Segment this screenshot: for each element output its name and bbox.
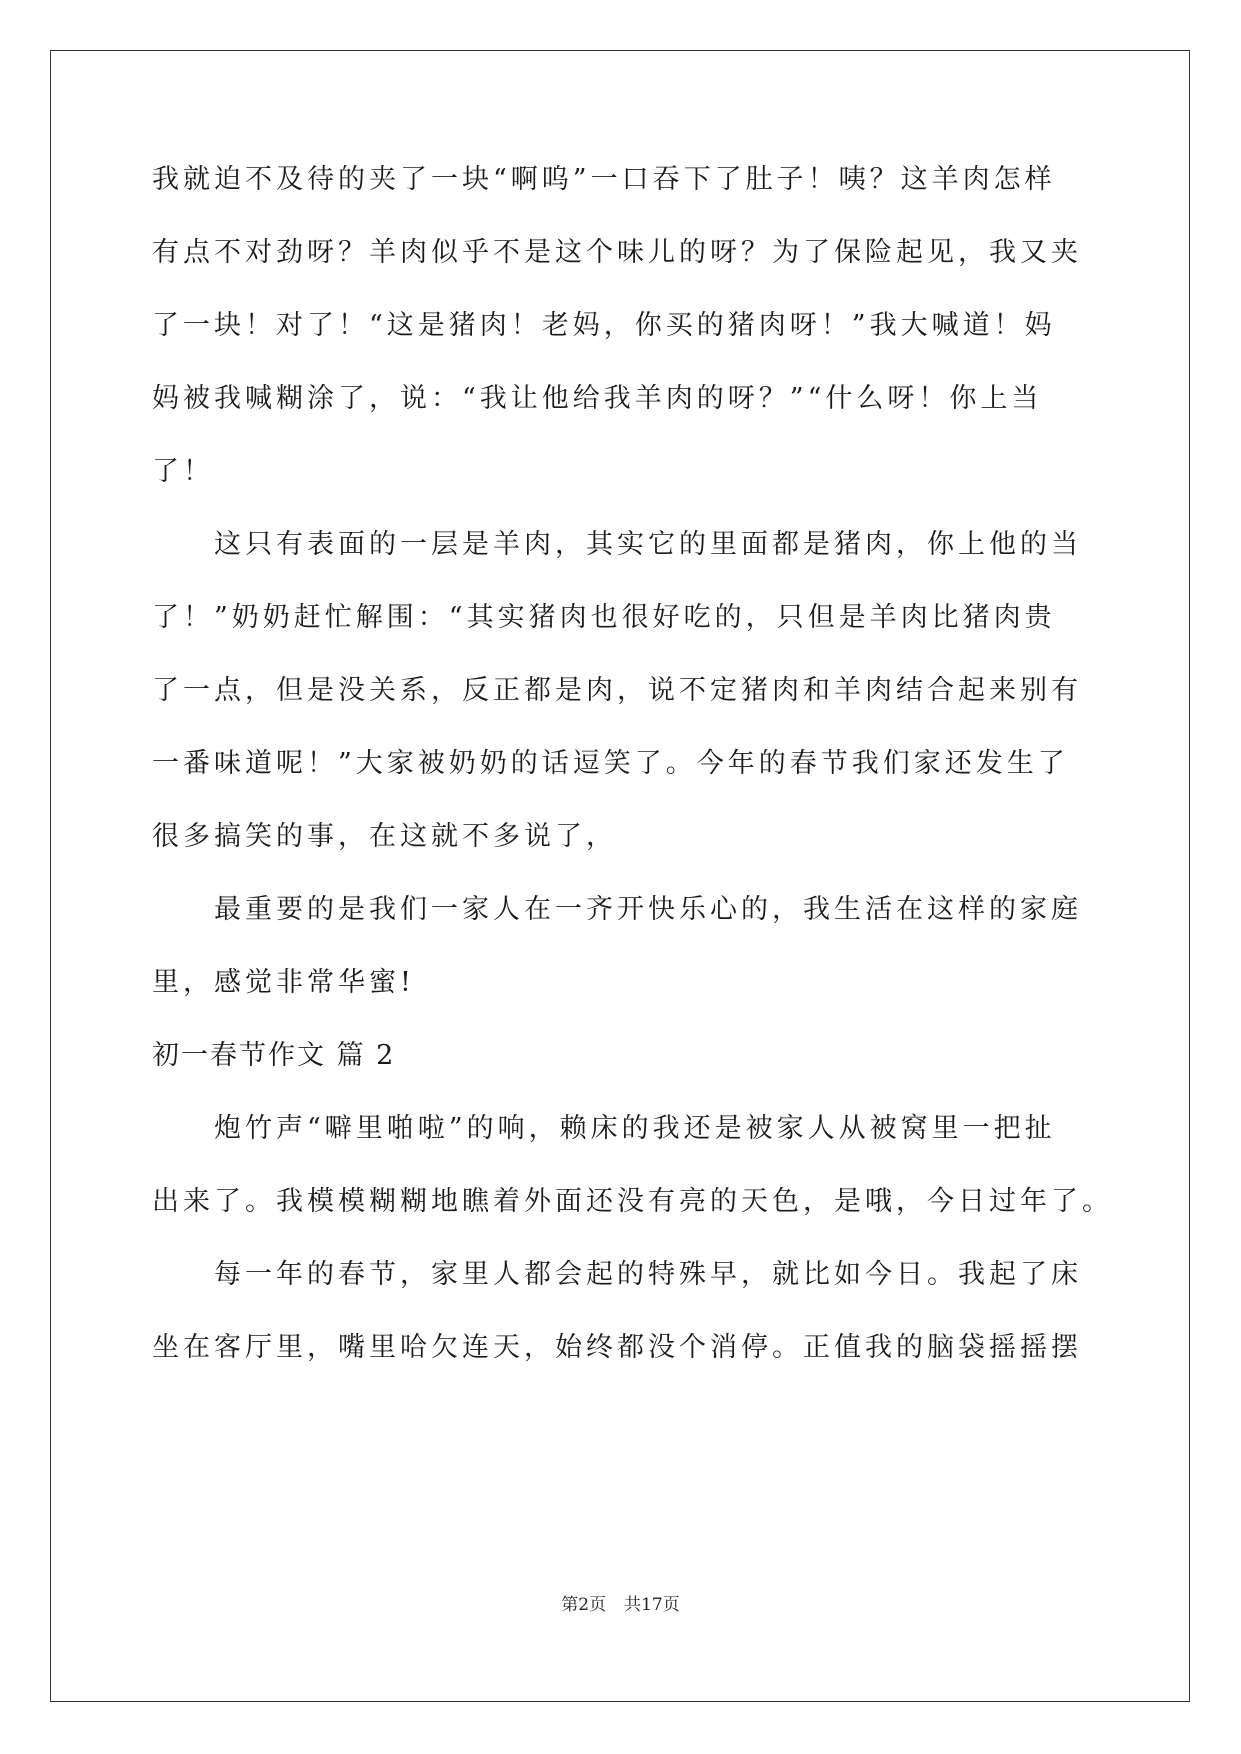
text-line: 了！”奶奶赶忙解围：“其实猪肉也很好吃的，只但是羊肉比猪肉贵 bbox=[152, 602, 1056, 633]
page-number: 第2页 bbox=[561, 1595, 607, 1615]
text-line: 很多搞笑的事，在这就不多说了， bbox=[152, 821, 617, 852]
text-line: 里，感觉非常华蜜! bbox=[152, 967, 415, 998]
text-line: 了一点，但是没关系，反正都是肉，说不定猪肉和羊肉结合起来别有 bbox=[152, 675, 1082, 706]
text-line: 最重要的是我们一家人在一齐开快乐心的，我生活在这样的家庭 bbox=[152, 894, 1082, 925]
text-line: 有点不对劲呀？羊肉似乎不是这个味儿的呀？为了保险起见，我又夹 bbox=[152, 237, 1082, 268]
text-line: 我就迫不及待的夹了一块“啊呜”一口吞下了肚子！咦？这羊肉怎样 bbox=[152, 164, 1056, 195]
text-line: 了一块！对了！“这是猪肉！老妈，你买的猪肉呀！”我大喊道！妈 bbox=[152, 310, 1056, 341]
text-line: 炮竹声“噼里啪啦”的响，赖床的我还是被家人从被窝里一把扯 bbox=[152, 1113, 1056, 1144]
text-line: 坐在客厅里，嘴里哈欠连天，始终都没个消停。正值我的脑袋摇摇摆 bbox=[152, 1332, 1082, 1363]
text-line: 这只有表面的一层是羊肉，其实它的里面都是猪肉，你上他的当 bbox=[152, 529, 1082, 560]
text-line: 了！ bbox=[152, 456, 214, 487]
page-total: 共17页 bbox=[624, 1595, 680, 1615]
page-footer bbox=[0, 1593, 1241, 1617]
text-line: 出来了。我模模糊糊地瞧着外面还没有亮的天色，是哦，今日过年了。 bbox=[152, 1186, 1113, 1217]
text-line: 妈被我喊糊涂了，说：“我让他给我羊肉的呀？”“什么呀！你上当 bbox=[152, 383, 1043, 414]
text-line: 每一年的春节，家里人都会起的特殊早，就比如今日。我起了床 bbox=[152, 1259, 1082, 1290]
text-line: 一番味道呢！”大家被奶奶的话逗笑了。今年的春节我们家还发生了 bbox=[152, 748, 1069, 779]
section-heading: 初一春节作文 篇 2 bbox=[152, 1040, 396, 1071]
page-border bbox=[50, 50, 1190, 1702]
